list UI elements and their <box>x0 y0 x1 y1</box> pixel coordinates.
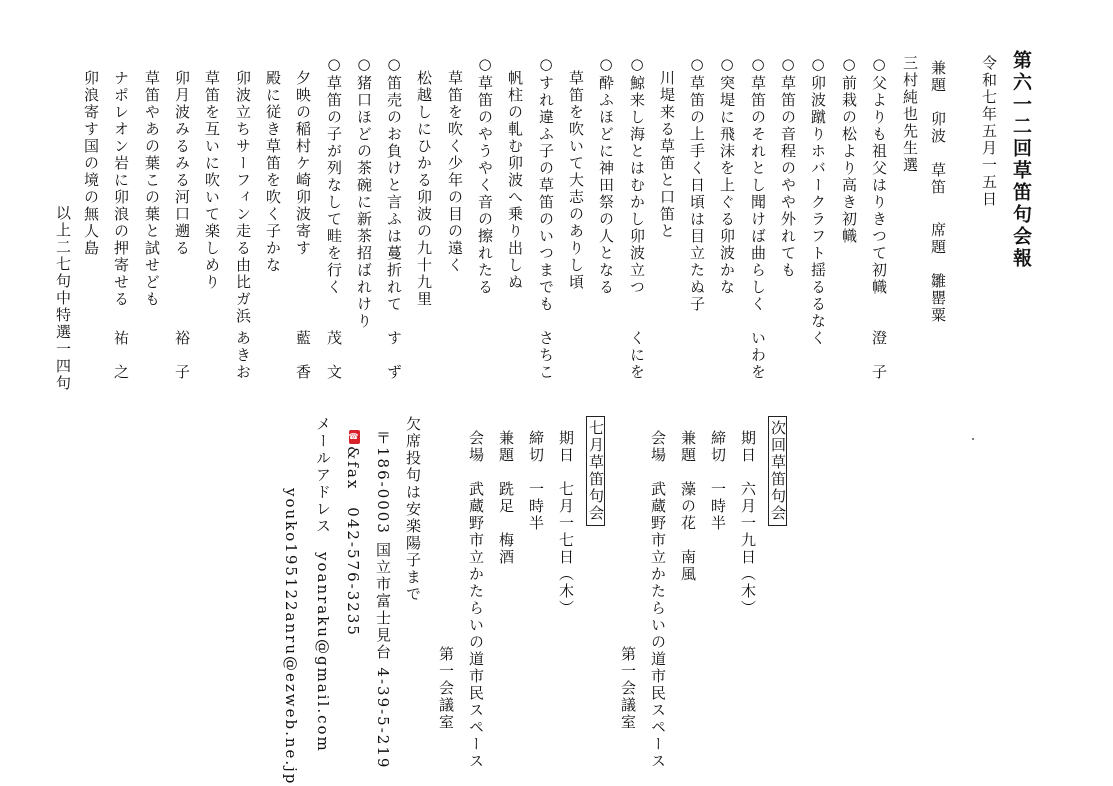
selector-name: 三村純也先生選 <box>901 55 919 174</box>
report-date: 令和七年五月一五日 <box>980 55 998 208</box>
sekidai-theme: 席題 雛罌粟 <box>929 222 947 324</box>
poem-author: いわを <box>749 330 767 381</box>
poem-author: 裕 子 <box>173 330 191 381</box>
poem-text: ○鯨来し海とはむかし卯波立つ <box>628 55 646 296</box>
poem-text: 松越しにひかる卯波の九十九里 <box>415 70 433 308</box>
poem-text: ○草笛の子が列なして畦を行く <box>325 55 343 296</box>
poem-text: 草笛を互いに吹いて楽しめり <box>203 70 221 291</box>
poem-author: す ず <box>385 330 403 381</box>
poem-text: 草笛を吹いて大志のありし頃 <box>567 70 585 291</box>
decorative-dot <box>972 438 974 440</box>
telephone-icon: ☎ <box>349 431 358 443</box>
poem-text: ○父よりも祖父はりきつて初幟 <box>870 55 888 296</box>
poem-text: 草笛を吹く少年の目の遠く <box>446 70 464 274</box>
poem-text: ナポレオン岩に卯浪の押寄せる <box>112 70 130 308</box>
poem-text: 殿に従き草笛を吹く子かな <box>264 70 282 274</box>
email-address-2[interactable]: youko195122anru@ezweb.ne.jp <box>282 488 300 786</box>
poem-text: ○草笛のやうやく音の擦れたる <box>476 55 494 296</box>
next-meeting-deadline: 締切 一時半 <box>709 430 727 532</box>
next-meeting-date: 期日 六月一九日（木） <box>739 430 757 617</box>
poem-author: くにを <box>628 330 646 381</box>
poem-text: ○前栽の松より高き初幟 <box>840 55 858 245</box>
poem-text: ○猪口ほどの茶碗に新茶招ばれけり <box>355 55 373 330</box>
poem-author: 澄 子 <box>870 330 888 381</box>
summary: 以上二七句中特選一四句 <box>54 205 72 392</box>
july-meeting-heading: 七月草笛句会 <box>586 416 605 526</box>
poem-text: ○笛売のお負けと言ふは蔓折れて <box>385 55 403 313</box>
next-meeting-room: 第一会議室 <box>619 646 637 731</box>
july-meeting-room: 第一会議室 <box>437 646 455 731</box>
poem-text: 夕映の稲村ケ崎卯波寄す <box>294 70 312 257</box>
poem-text: 卯浪寄す国の境の無人島 <box>82 70 100 257</box>
poem-text: ○すれ違ふ子の草笛のいつまでも <box>537 55 555 313</box>
poem-text: ○草笛の音程のやや外れても <box>779 55 797 279</box>
kendai-themes: 兼題 卯波 草笛 <box>929 60 947 196</box>
poem-author: あきお <box>234 330 252 381</box>
next-meeting-themes: 兼題 藻の花 南風 <box>679 430 697 583</box>
poem-text: 卯月波みるみる河口遡る <box>173 70 191 257</box>
poem-text: ○草笛のそれとし聞けば曲らしく <box>749 55 767 313</box>
july-meeting-venue: 会場 武蔵野市立かたらいの道市民スペース <box>467 430 485 770</box>
email-address[interactable]: メールアドレス yoanraku@gmail.com <box>314 416 332 753</box>
postal-address: 〒186-0003 国立市富士見台 4-39-5-219 <box>374 430 392 770</box>
poem-text: 帆柱の軋む卯波へ乗り出しぬ <box>506 70 524 291</box>
poem-text: 卯波立ちサーフィン走る由比ガ浜 <box>234 70 252 325</box>
poem-author: 茂 文 <box>325 330 343 381</box>
poem-text: 川堤来る草笛と口笛と <box>658 70 676 240</box>
next-meeting-heading: 次回草笛句会 <box>768 416 787 526</box>
july-meeting-deadline: 締切 一時半 <box>527 430 545 532</box>
july-meeting-themes: 兼題 跣足 梅酒 <box>497 430 515 566</box>
next-meeting-venue: 会場 武蔵野市立かたらいの道市民スペース <box>649 430 667 770</box>
poem-text: 草笛やあの葉この葉と試せども <box>143 70 161 308</box>
july-meeting-date: 期日 七月一七日（木） <box>557 430 575 617</box>
absentee-note: 欠席投句は安楽陽子まで <box>404 416 422 603</box>
tel-fax-number: &fax 042-576-3235 <box>344 446 362 637</box>
poem-text: ○突堤に飛沫を上ぐる卯波かな <box>718 55 736 296</box>
tel-fax-line <box>345 430 360 637</box>
poem-text: ○酔ふほどに神田祭の人となる <box>597 55 615 296</box>
poem-text: ○卯波蹴りホバークラフト揺るるなく <box>809 55 827 347</box>
poem-author: 藍 香 <box>294 330 312 381</box>
poem-author: さちこ <box>537 330 555 381</box>
poem-text: ○草笛の上手く日頃は目立たぬ子 <box>688 55 706 313</box>
page-title: 第六一二回草笛句会報 <box>1010 50 1032 270</box>
poem-author: 祐 之 <box>112 330 130 381</box>
